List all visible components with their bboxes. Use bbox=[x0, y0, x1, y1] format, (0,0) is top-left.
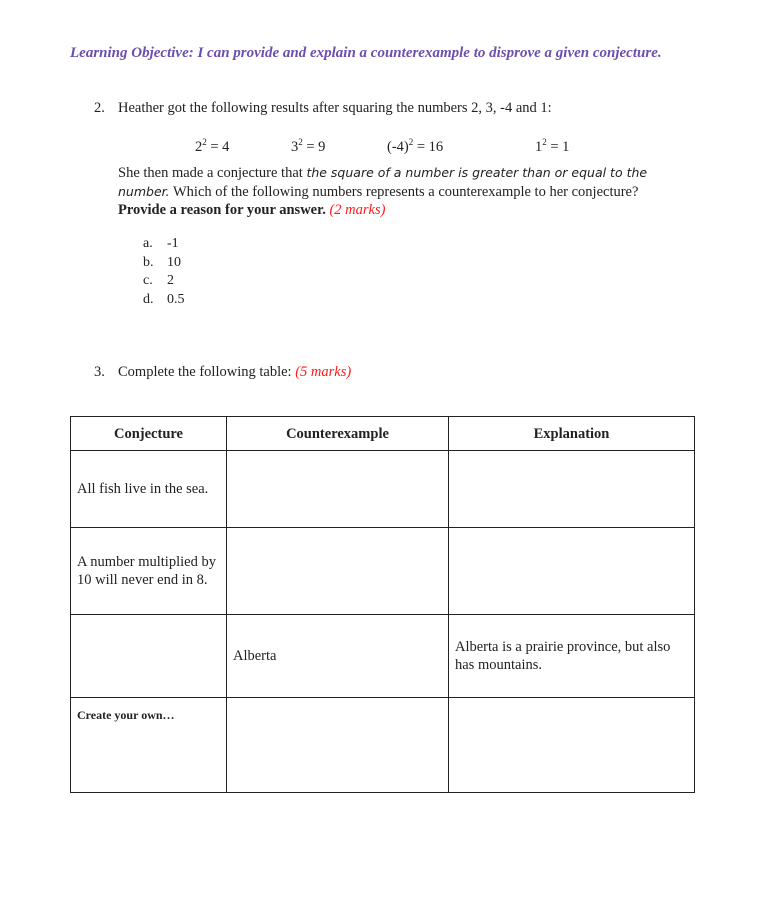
cell-explanation[interactable] bbox=[449, 528, 695, 615]
header-conjecture: Conjecture bbox=[71, 417, 227, 451]
eq-rest: = 16 bbox=[413, 138, 444, 155]
cell-counterexample[interactable] bbox=[227, 698, 449, 793]
option-letter: d. bbox=[143, 292, 154, 307]
cell-conjecture[interactable] bbox=[71, 615, 227, 698]
question-2-body bbox=[118, 164, 698, 220]
question-2-intro: Heather got the following results after squaring the numbers 2, 3, -4 and 1: bbox=[118, 100, 552, 116]
cell-counterexample: Alberta bbox=[227, 615, 449, 698]
eq-exp: 2 bbox=[408, 137, 414, 147]
question-2-number: 2. bbox=[94, 100, 105, 116]
eq-exp: 2 bbox=[202, 137, 207, 147]
eq-rest: = 4 bbox=[206, 138, 230, 155]
option-value: 2 bbox=[167, 273, 174, 288]
equation-3 bbox=[387, 137, 443, 156]
equation-4 bbox=[535, 137, 569, 156]
option-value: 10 bbox=[167, 255, 181, 270]
option-d bbox=[143, 292, 191, 308]
cell-explanation: Alberta is a prairie province, but also has mountains. bbox=[449, 615, 695, 698]
q2-conjecture: the square of a number is greater than or equal to the number. bbox=[118, 165, 648, 199]
conjecture-table bbox=[70, 416, 695, 793]
question-3-text bbox=[118, 364, 351, 381]
table-row bbox=[71, 615, 695, 698]
cell-conjecture: All fish live in the sea. bbox=[71, 451, 227, 528]
option-c bbox=[143, 273, 191, 289]
q2-question: Which of the following numbers represents a counterexample to her conjecture? bbox=[169, 183, 639, 200]
header-counterexample: Counterexample bbox=[227, 417, 449, 451]
option-letter: a. bbox=[143, 236, 153, 251]
equation-2 bbox=[291, 137, 325, 156]
table-header-row bbox=[71, 417, 695, 451]
table-row bbox=[71, 698, 695, 793]
eq-base: 1 bbox=[535, 138, 543, 155]
question-3-number: 3. bbox=[94, 364, 105, 380]
header-explanation: Explanation bbox=[449, 417, 695, 451]
cell-counterexample[interactable] bbox=[227, 528, 449, 615]
q2-instruction: Provide a reason for your answer. bbox=[118, 202, 326, 218]
q2-text: She then made a conjecture that bbox=[118, 165, 307, 181]
q2-marks: (2 marks) bbox=[329, 202, 386, 218]
cell-conjecture: A number multiplied by 10 will never end in 8. bbox=[71, 528, 227, 615]
cell-create-your-own[interactable]: Create your own… bbox=[71, 698, 227, 793]
option-letter: c. bbox=[143, 273, 153, 288]
eq-exp: 2 bbox=[298, 137, 303, 147]
eq-rest: = 9 bbox=[302, 138, 326, 155]
option-letter: b. bbox=[143, 255, 154, 270]
cell-explanation[interactable] bbox=[449, 451, 695, 528]
cell-explanation[interactable] bbox=[449, 698, 695, 793]
option-a bbox=[143, 236, 191, 252]
option-value: 0.5 bbox=[167, 292, 185, 307]
table-row bbox=[71, 528, 695, 615]
option-value: -1 bbox=[167, 236, 179, 251]
q3-text: Complete the following table: bbox=[118, 364, 296, 380]
table-row bbox=[71, 451, 695, 528]
cell-counterexample[interactable] bbox=[227, 451, 449, 528]
option-b bbox=[143, 255, 191, 271]
equation-1 bbox=[195, 137, 229, 156]
learning-objective: Learning Objective: I can provide and explain a counterexample to disprove a given conjecture. bbox=[70, 45, 662, 61]
eq-exp: 2 bbox=[542, 137, 547, 147]
eq-base: 2 bbox=[195, 138, 203, 155]
eq-base: (-4) bbox=[387, 138, 409, 155]
eq-base: 3 bbox=[291, 138, 299, 155]
eq-rest: = 1 bbox=[546, 138, 570, 155]
q3-marks: (5 marks) bbox=[295, 364, 352, 380]
